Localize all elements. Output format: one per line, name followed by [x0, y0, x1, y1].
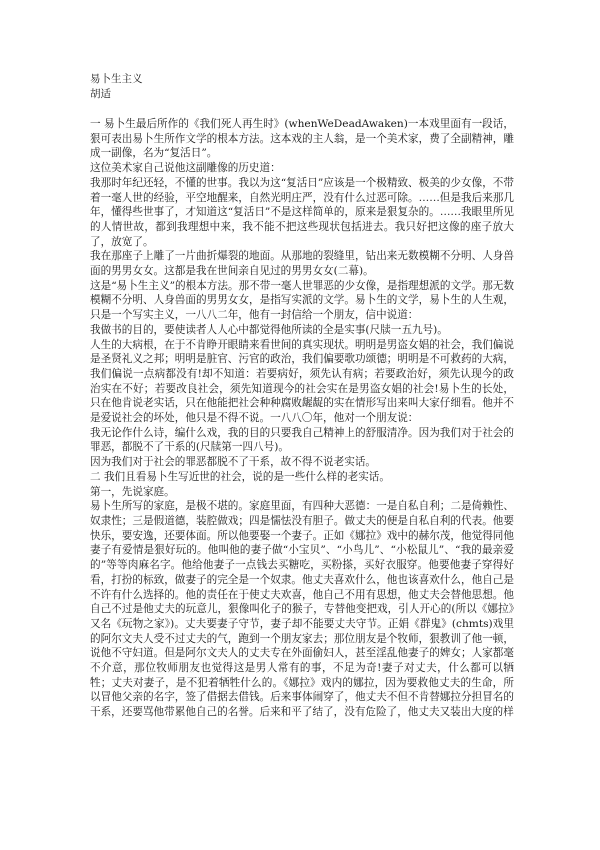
paragraph-root-illness: 人生的大病根，在于不肯睁开眼睛来看世间的真实现状。明明是男盗女娼的社会，我们偏说是圣贤礼义之邦；明明是脏官、污官的政治，我们偏要歌功颂德；明明是不可救药的大病，我们偏说一点病都没有!却不知道：若要病好，须先认有病；若要政治好，须先认现今的政治实在不好；若要改良社会，须先知道现今的社会实在是男盗女娼的社会!易卜生的长处，只在他肯说老实话，只在他能把社会种种腐败龌龊的实在情形写出来叫大家仔细看。他并不是爱说社会的坏处，他只是不得不说。一八八〇年，他对一个朋友说：: [90, 338, 514, 425]
title-block: [90, 72, 514, 102]
paragraph-realism-method: 这是“易卜生主义”的根本方法。那不带一毫人世罪恶的少女像，是指理想派的文学。那无数模糊不分明、人身兽面的男男女女，是指写实派的文学。易卜生的文学，易卜生的人生观，只是一个写实主义，一八八二年，他有一封信给一个朋友，信中说道：: [90, 279, 514, 322]
paragraph-section-two-intro: 二 我们且看易卜生写近世的社会，说的是一些什么样的老实话。: [90, 470, 390, 483]
paragraph-quote-letter-159: 我做书的目的，要使读者人人心中都觉得他所读的全是实事(尺牍一五九号)。: [90, 323, 448, 336]
paragraph-section-one-intro: 一 易卜生最后所作的《我们死人再生时》(whenWeDeadAwaken)一本戏里面有一段话，狠可表出易卜生所作文学的根本方法。这本戏的主人翁，是一个美术家，费了全副精神，雕成一副像，名为“复活日”。: [90, 118, 514, 160]
paragraph-family-body: 易卜生所写的家庭，是极不堪的。家庭里面，有四种大恶德：一是自私自利；二是倚赖性、奴隶性；三是假道德，装腔做戏；四是懦怯没有胆子。做丈夫的便是自私自利的代表。他要快乐，要安逸，还要体面。所以他要娶一个妻子。正如《娜拉》戏中的赫尔茂，他觉得同他妻子有爱情是狠好玩的。他叫他的妻子做“小宝贝”、“小鸟儿”、“小松鼠儿”、“我的最亲爱的”等等肉麻名字。他给他妻子一点钱去买糖吃，买粉搽，买好衣服穿。他要他妻子穿得好看，打扮的标致，做妻子的完全是一个奴隶。他丈夫喜欢什么，他也该喜欢什么，他自己是不许有什么选择的。他的责任在于使丈夫欢喜，他自己不用有思想，他丈夫会替他思想。他自己不过是他丈夫的玩意儿，狠像叫化子的猴子，专替他变把戏，引人开心的(所以《娜拉》又名《玩物之家》)。丈夫要妻子守节，妻子却不能要丈夫守节。正娟《群鬼》(chmts)戏里的阿尔文夫人受不过丈夫的气，跑到一个朋友家去；那位朋友是个牧师，狠教训了他一顿，说他不守妇道。但是阿尔文夫人的丈夫专在外面偷妇人，甚至淫乱他妻子的婢女；人家都毫不介意，那位牧师朋友也觉得这是男人常有的事，不足为奇!妻子对丈夫，什么都可以牺牲；丈夫对妻子，是不犯着牺牲什么的。《娜拉》戏内的娜拉，因为要救他丈夫的生命，所以冒他父亲的名字，签了借据去借钱。后来事体闹穿了，他丈夫不但不肯替娜拉分担冒名的干系，还要骂他带累他自己的名誉。后来和平了结了，没有危险了，他丈夫又装出大度的样: [90, 500, 514, 719]
paragraph-quote-letter-148: 我无论作什么诗，编什么戏，我的目的只要我自己精神上的舒服清净。因为我们对于社会的罪恶，都脱不了干系的(尺牍第一四八号)。: [90, 426, 514, 454]
body-text: [90, 117, 514, 720]
paragraph-quote-youth: 我那时年纪还轻，不懂的世事。我以为这“复活日”应该是一个极精致、极美的少女像，不带着一毫人世的经验，平空地醒来，自然光明庄严，没有什么过恶可除。……但是我后来那几年，懂得些世事了，才知道这“复活日”不是这样简单的，原来是狠复杂的。……我眼里所见的人情世故，都到我理想中来，我不能不把这些现状包括进去。我只好把这像的座子放大了，放宽了。: [90, 176, 514, 248]
document-title: 易卜生主义: [90, 73, 143, 85]
paragraph-quote-pedestal: 我在那座子上雕了一片曲折爆裂的地面。从那地的裂缝里，钻出来无数模糊不分明、人身兽面的男男女女。这都是我在世间亲自见过的男男女女(二幕)。: [90, 250, 514, 278]
document-author: 胡适: [90, 88, 111, 100]
paragraph-honest-words: 因为我们对于社会的罪恶都脱不了干系，故不得不说老实话。: [90, 456, 377, 469]
paragraph-family-heading: 第一，先说家庭。: [90, 485, 175, 498]
paragraph-artist-intro: 这位美术家自己说他这副雕像的历史道：: [90, 162, 281, 175]
